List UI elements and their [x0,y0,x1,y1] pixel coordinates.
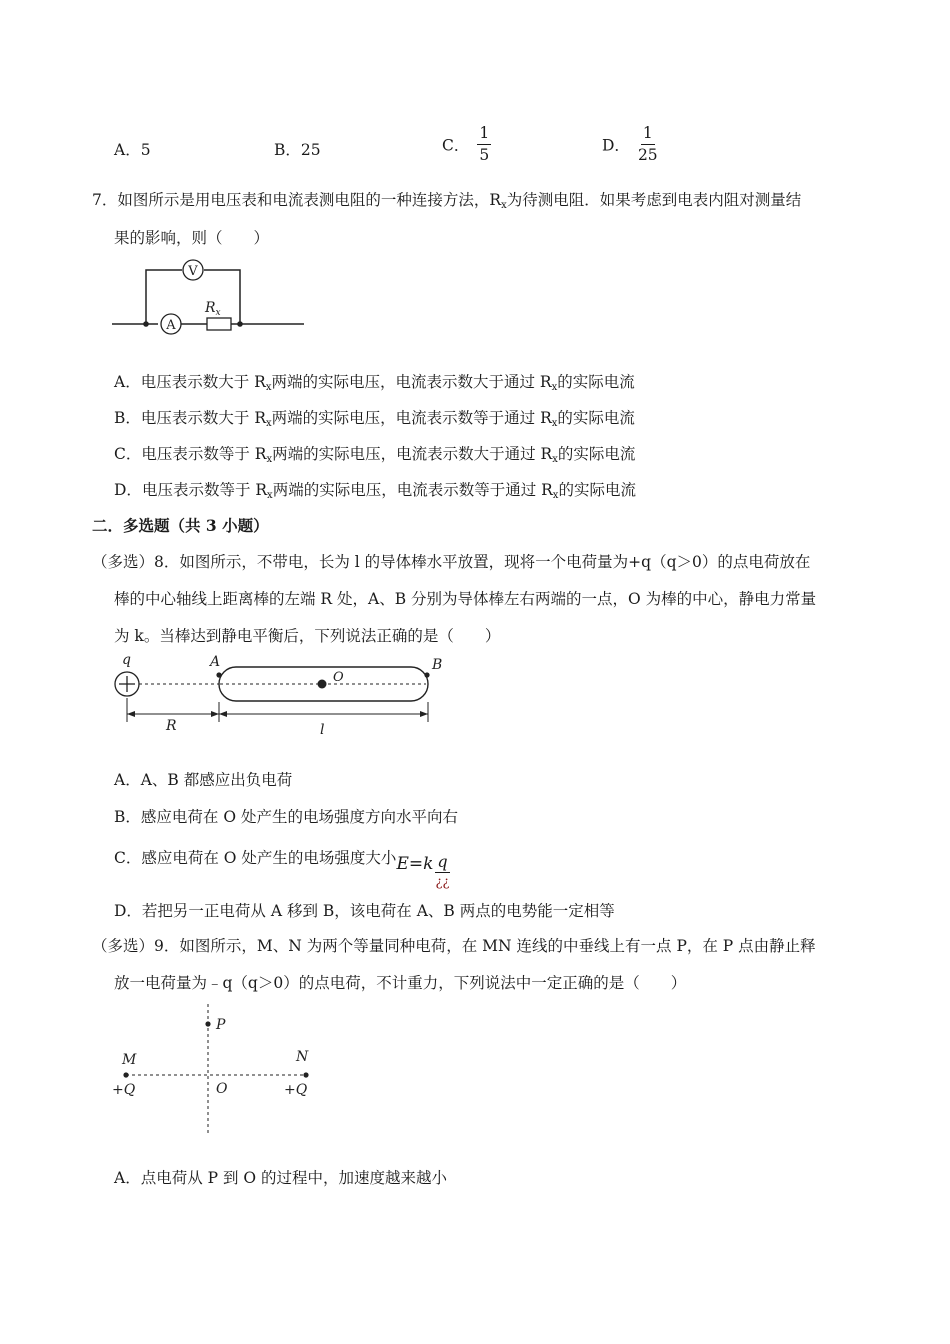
resistor-label: $R_x$ [205,300,221,318]
q8-rod-figure [108,650,448,740]
q8-option-d: D．若把另一正电荷从 A 移到 B，该电荷在 A、B 两点的电势能一定相等 [114,902,615,920]
voltmeter-label: V [188,264,198,279]
q9-stem-line2: 放一电荷量为﹣q（q＞0）的点电荷，不计重力，下列说法中一定正确的是（ ） [114,974,687,992]
section-title: 二．多选题（共 3 小题） [92,516,269,535]
point-o-label: O [333,670,344,685]
q7-option-b: B．电压表示数大于 $R_x$两端的实际电压，电流表示数等于通过 $R_x$的实际电流 [114,409,635,429]
distance-r-label: R [166,718,177,734]
q9-option-a: A．点电荷从 P 到 O 的过程中，加速度越来越小 [114,1169,448,1187]
q8-option-c: C．感应电荷在 O 处产生的电场强度大小E=k $\frac{q}{¿¿}$ [114,849,450,890]
q8-stem-line1: （多选）8．如图所示，不带电，长为 l 的导体棒水平放置，现将一个电荷量为+q（q＞0）的点电荷放在 [92,553,811,571]
q8-stem-line3: 为 k。当棒达到静电平衡后，下列说法正确的是（ ） [114,627,501,645]
q8-formula-fraction: $\frac{q}{¿¿}$ [435,852,450,890]
resistor-symbol [207,318,231,330]
q7-stem-line1: 7．如图所示是用电压表和电流表测电阻的一种连接方法，$R_x$为待测电阻．如果考虑到电表内阻对测量结 [92,191,802,211]
q7-option-c: C．电压表示数等于 $R_x$两端的实际电压，电流表示数大于通过 $R_x$的实际电流 [114,445,636,465]
q6-option-c: C． $\frac{1}{5}$ [442,124,490,164]
q6-option-c-fraction: $\frac{1}{5}$ [479,124,490,164]
point-a-label: A [210,654,221,670]
q7-stem-line2: 果的影响，则（ ） [114,229,270,247]
q8-stem-line2: 棒的中心轴线上距离棒的左端 R 处，A、B 分别为导体棒左右两端的一点，O 为棒的中心，静电力常量 [114,590,817,608]
q6-option-b: B．25 [274,141,321,159]
q7-option-d: D．电压表示数等于 $R_x$两端的实际电压，电流表示数等于通过 $R_x$的实际电流 [114,481,636,501]
point-o-label: O [216,1081,228,1097]
q9-charges-figure [108,1002,328,1142]
charge-m-label: M [122,1052,137,1068]
charge-m [123,1072,128,1077]
point-p [205,1021,210,1026]
ammeter-label: A [166,318,176,333]
q6-option-a: A．5 [114,141,151,159]
charge-m-value: +Q [112,1082,136,1098]
charge-n-value: +Q [284,1082,308,1098]
q7-option-a: A．电压表示数大于 $R_x$两端的实际电压，电流表示数大于通过 $R_x$的实际电流 [114,373,635,393]
point-p-label: P [216,1017,226,1033]
point-b-label: B [432,657,443,673]
q9-stem-line1: （多选）9．如图所示，M、N 为两个等量同种电荷，在 MN 连线的中垂线上有一点 P，在 P 点由静止释 [92,937,816,955]
charge-n-label: N [296,1049,309,1065]
q8-option-b: B．感应电荷在 O 处产生的电场强度方向水平向右 [114,808,458,826]
q8-option-a: A．A、B 都感应出负电荷 [114,771,293,789]
length-l-label: l [320,722,325,738]
charge-q-label: q [122,652,131,668]
q6-option-d: D． $\frac{1}{25}$ [602,124,658,164]
q6-option-d-fraction: $\frac{1}{25}$ [637,124,658,164]
q6-option-a-value: 5 [140,141,151,159]
center-o-dot [318,680,327,689]
charge-n [303,1072,308,1077]
q6-option-b-value: 25 [300,141,321,159]
q7-circuit-figure [112,252,312,342]
